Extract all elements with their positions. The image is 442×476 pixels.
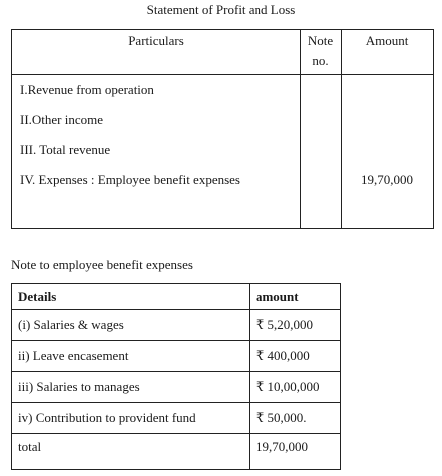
detail-cell: ii) Leave encasement [12,341,250,372]
table-header-row [12,284,341,310]
header-note: Note [307,33,334,48]
row-particulars: II.Other income [20,112,104,127]
note-table [11,283,341,470]
row-particulars: I.Revenue from operation [20,82,154,97]
header-details: Details [12,284,250,310]
amount-cell: ₹ 400,000 [249,341,340,372]
amount-cell: ₹ 50,000. [249,403,340,434]
statement-title: Statement of Profit and Loss [146,2,296,17]
row-amount: 19,70,000 [361,172,413,187]
column-divider [341,30,342,228]
header-amount: amount [249,284,340,310]
note-heading: Note to employee benefit expenses [11,257,193,272]
amount-cell: ₹ 5,20,000 [249,310,340,341]
amount-cell: ₹ 10,00,000 [249,372,340,403]
table-row [12,341,341,372]
row-particulars: IV. Expenses : Employee benefit expenses [20,172,240,187]
detail-cell: iv) Contribution to provident fund [12,403,250,434]
table-row [12,310,341,341]
table-row [12,372,341,403]
header-divider [12,74,433,75]
detail-cell: iii) Salaries to manages [12,372,250,403]
detail-cell: (i) Salaries & wages [12,310,250,341]
row-particulars: III. Total revenue [20,142,111,157]
header-amount: Amount [365,33,409,48]
table-row [12,403,341,434]
header-particulars: Particulars [128,33,184,48]
table-row-total [12,434,341,470]
amount-cell: 19,70,000 [249,434,340,470]
header-note-no: no. [312,53,329,68]
detail-cell: total [12,434,250,470]
statement-table [11,29,434,229]
